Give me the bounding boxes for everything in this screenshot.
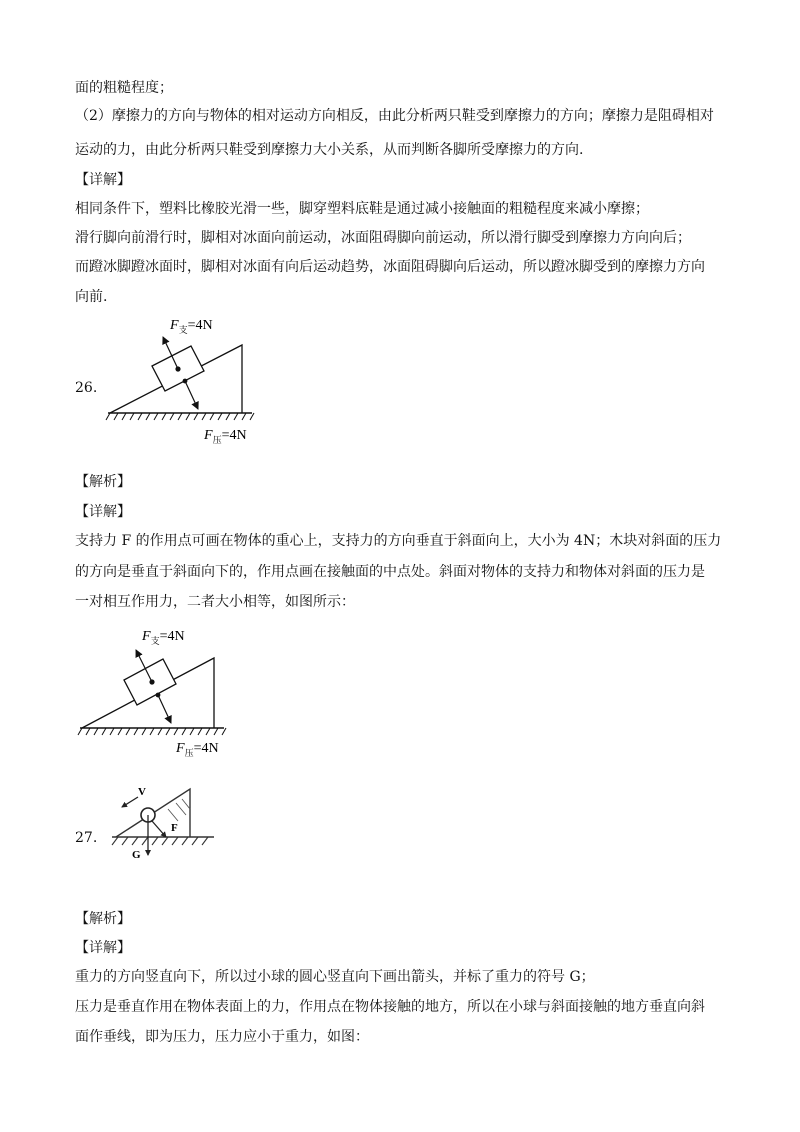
- q27-detail-2: 压力是垂直作用在物体表面上的力，作用点在物体接触的地方，所以在小球与斜面接触的地方垂直向斜: [75, 999, 705, 1015]
- question-27-number: 27.: [75, 830, 98, 846]
- support-force-label: $F_支=4N$: [170, 318, 213, 335]
- pressure-arrow: [152, 821, 166, 837]
- gravity-label: G: [132, 849, 141, 861]
- ground-hatch: [78, 728, 226, 735]
- q26-detail-1: 支持力 F 的作用点可画在物体的重心上，支持力的方向垂直于斜面向上，大小为 4N；木块对斜面的压力: [75, 533, 722, 549]
- ground-hatch: [112, 837, 214, 845]
- pressure-label: F: [171, 822, 178, 834]
- answer25-detail-label: 【详解】: [75, 172, 131, 188]
- q26-detail-2: 的方向是垂直于斜面向下的，作用点画在接触面的中点处。斜面对物体的支持力和物体对斜面的压力是: [75, 564, 705, 580]
- pressure-force-arrow: [158, 695, 171, 723]
- pressure-force-arrow: [185, 381, 198, 409]
- q27-detail-3: 面作垂线，即为压力，压力应小于重力，如图：: [75, 1029, 369, 1045]
- q27-detail-label: 【详解】: [75, 940, 131, 956]
- ball-incline-diagram: [108, 785, 218, 865]
- pressure-force-label: $F_压=4N$: [204, 428, 247, 445]
- velocity-label: V: [138, 786, 146, 798]
- velocity-arrow: [122, 797, 138, 807]
- answer25-detail-1: 相同条件下，塑料比橡胶光滑一些，脚穿塑料底鞋是通过减小接触面的粗糙程度来减小摩擦；: [75, 201, 649, 217]
- answer25-detail-3: 而蹬冰脚蹬冰面时，脚相对冰面有向后运动趋势，冰面阻碍脚向后运动，所以蹬冰脚受到的摩擦力方向: [75, 259, 705, 275]
- support-force-label: $F_支=4N$: [142, 629, 185, 646]
- q26-analysis-label: 【解析】: [75, 474, 131, 490]
- answer25-line3: 运动的力，由此分析两只鞋受到摩擦力大小关系，从而判断各脚所受摩擦力的方向.: [75, 142, 584, 158]
- incline-force-diagram-2: [72, 620, 242, 770]
- pressure-force-label: $F_压=4N$: [176, 741, 219, 758]
- q27-analysis-label: 【解析】: [75, 911, 131, 927]
- answer25-detail-2: 滑行脚向前滑行时，脚相对冰面向前运动，冰面阻碍脚向前运动，所以滑行脚受到摩擦力方向向后；: [75, 230, 691, 246]
- incline-force-diagram-1: [100, 305, 270, 455]
- answer25-detail-4: 向前.: [75, 289, 108, 305]
- answer25-line1: 面的粗糙程度；: [75, 80, 173, 96]
- q27-detail-1: 重力的方向竖直向下，所以过小球的圆心竖直向下画出箭头，并标了重力的符号 G；: [75, 969, 595, 985]
- q26-detail-3: 一对相互作用力，二者大小相等，如图所示：: [75, 594, 355, 610]
- question-26-number: 26.: [75, 380, 98, 396]
- q26-detail-label: 【详解】: [75, 504, 131, 520]
- ground-hatch: [106, 413, 254, 420]
- answer25-line2: （2）摩擦力的方向与物体的相对运动方向相反，由此分析两只鞋受到摩擦力的方向；摩擦力是阻碍相对: [75, 108, 714, 124]
